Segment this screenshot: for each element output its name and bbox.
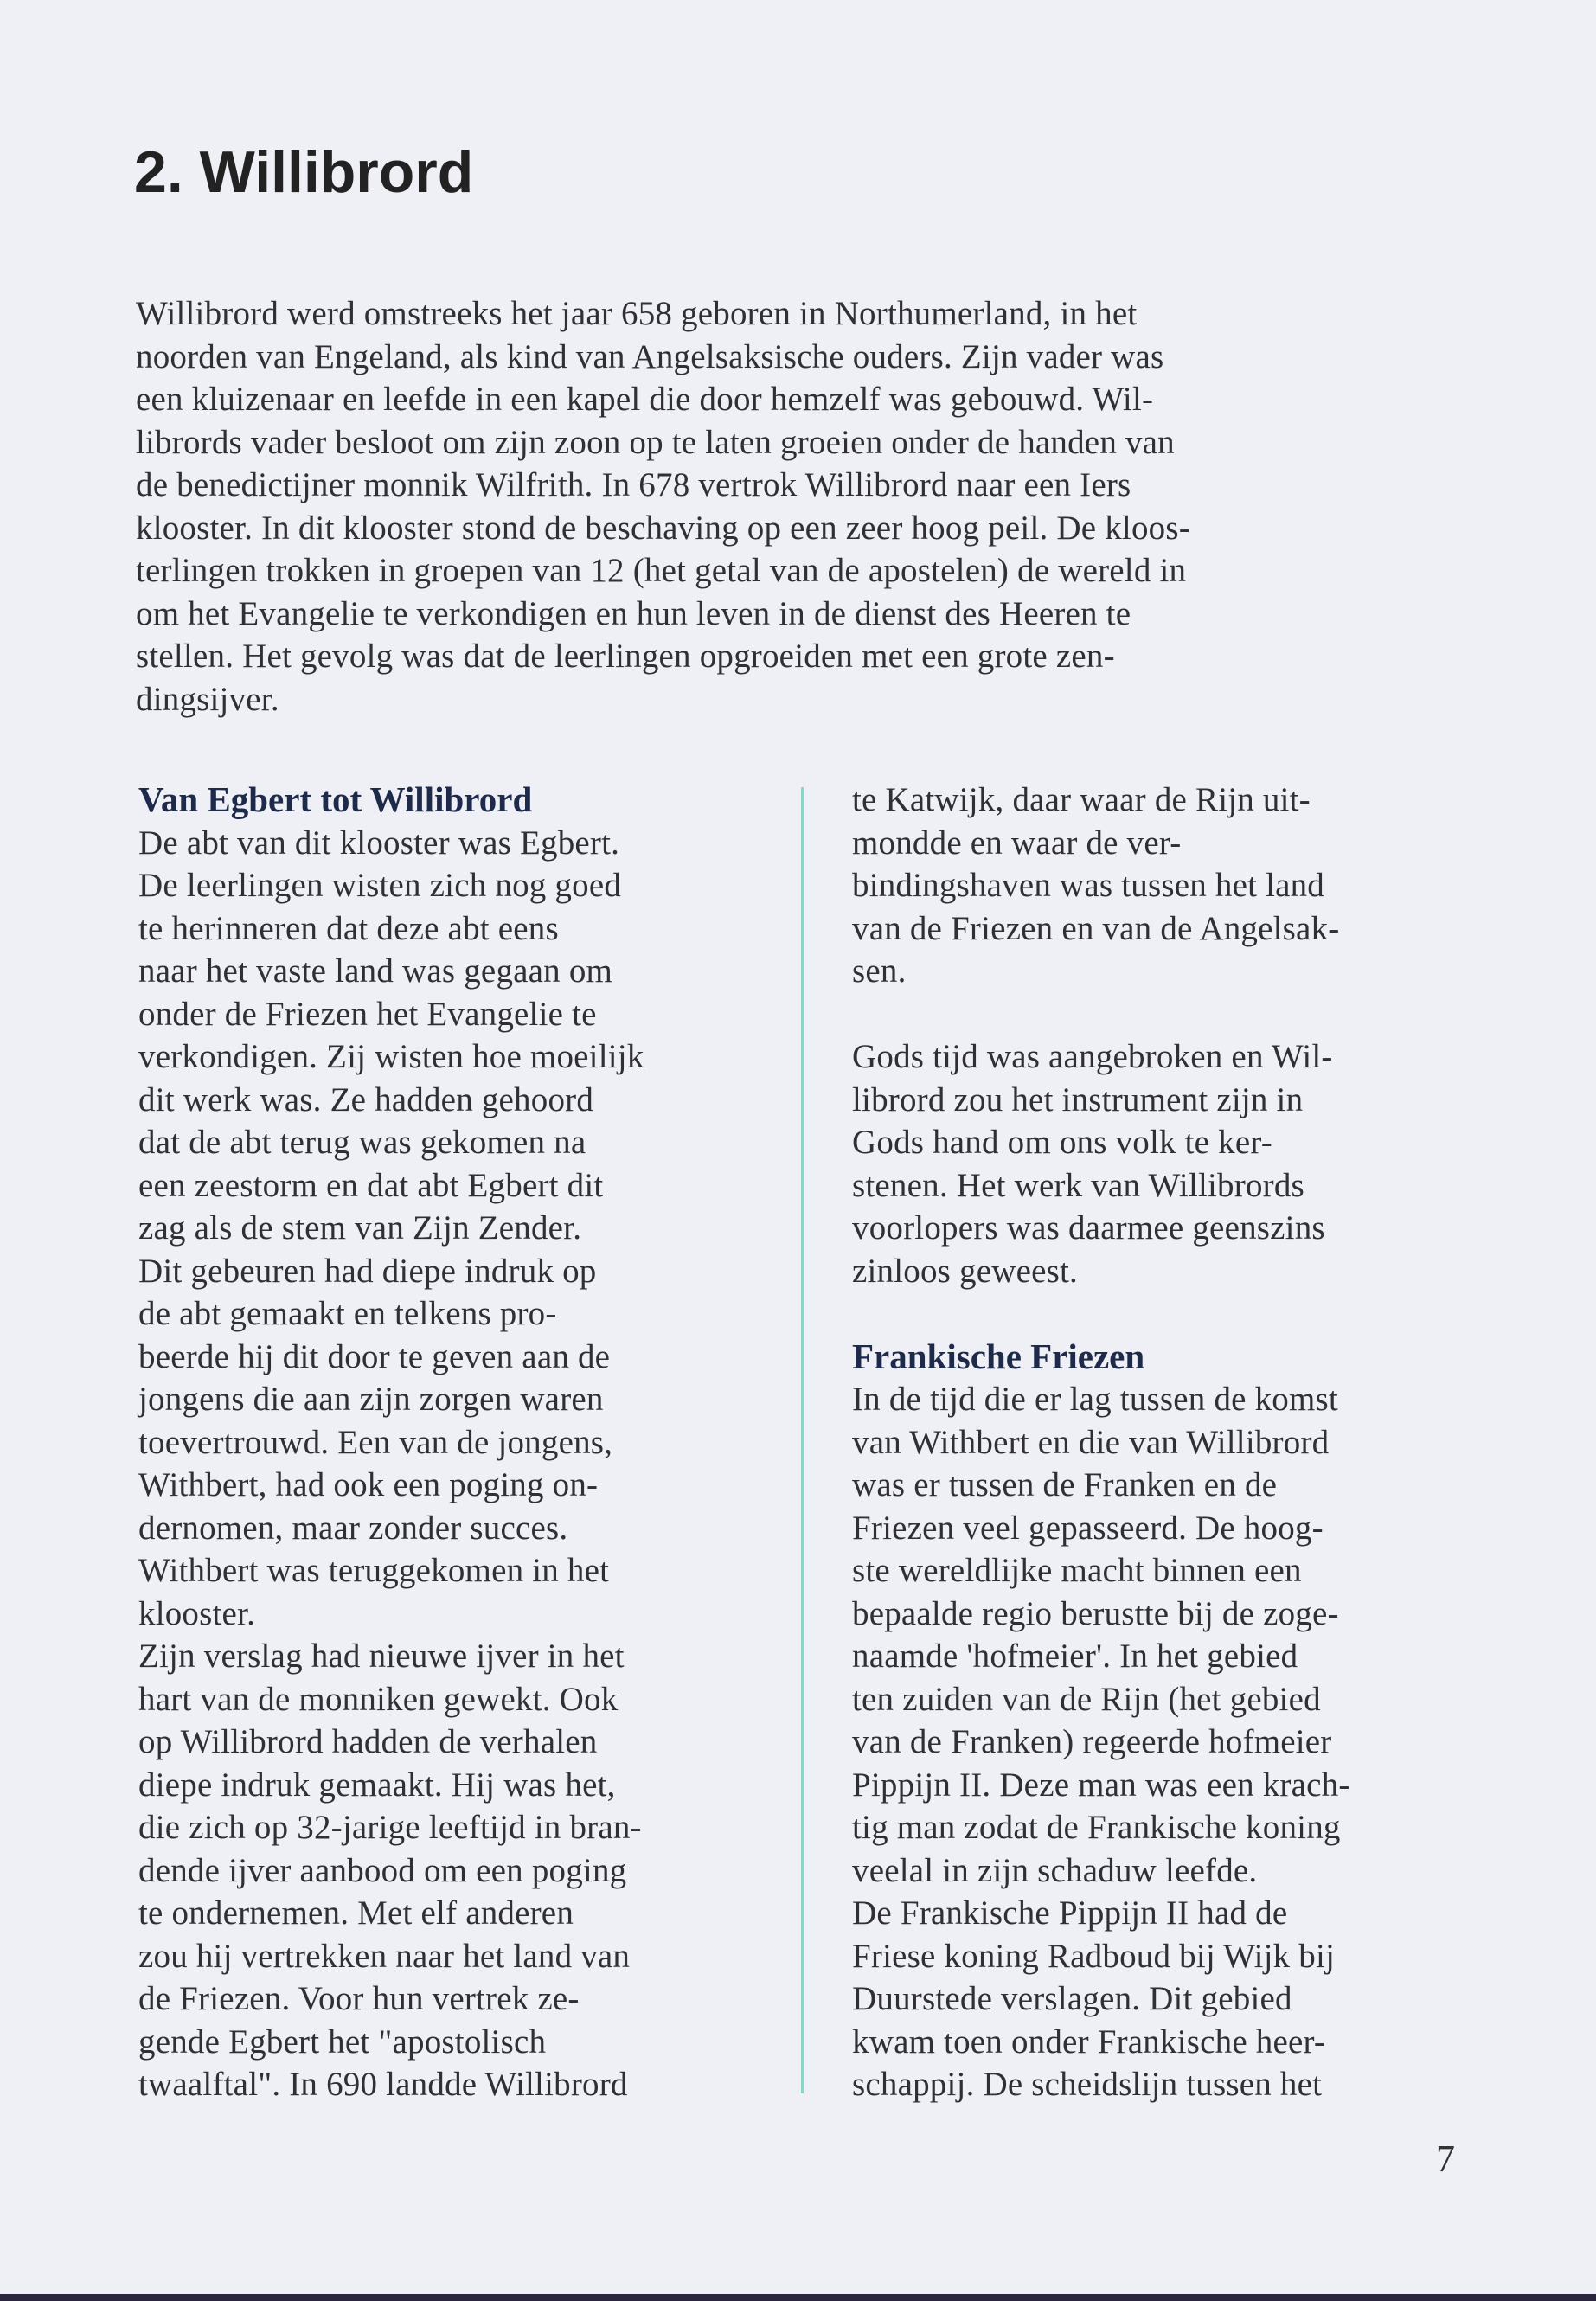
text-line: van de Friezen en van de Angelsak-: [852, 909, 1340, 947]
text-line: stellen. Het gevolg was dat de leerlingen opgroeiden met een grote zen-: [136, 638, 1115, 675]
text-line: toevertrouwd. Een van de jongens,: [138, 1423, 613, 1461]
text-line: te ondernemen. Met elf anderen: [138, 1894, 574, 1932]
page-title: 2. Willibrord: [134, 139, 474, 205]
text-line: gende Egbert het "apostolisch: [138, 2022, 547, 2061]
right-column: [852, 779, 1509, 2106]
text-line: te Katwijk, daar waar de Rijn uit-: [852, 781, 1311, 818]
text-line: twaalftal". In 690 landde Willibrord: [138, 2066, 628, 2103]
section-heading-frankische-friezen: Frankische Friezen: [852, 1336, 1145, 1376]
text-line: ste wereldlijke macht binnen een: [852, 1552, 1302, 1589]
text-line: Withbert, had ook een poging on-: [138, 1466, 599, 1503]
text-line: Duurstede verslagen. Dit gebied: [852, 1980, 1292, 2017]
text-line: klooster. In dit klooster stond de beschaving op een zeer hoog peil. De kloos-: [136, 509, 1190, 547]
text-line: hart van de monniken gewekt. Ook: [138, 1680, 619, 1718]
page-number: 7: [1436, 2138, 1455, 2180]
text-line: Dit gebeuren had diepe indruk op: [138, 1252, 597, 1290]
text-line: te herinneren dat deze abt eens: [138, 909, 559, 947]
text-line: Friezen veel gepasseerd. De hoog-: [852, 1509, 1324, 1547]
right-paragraph-1: [852, 779, 1509, 993]
text-line: ten zuiden van de Rijn (het gebied: [852, 1680, 1321, 1718]
text-line: De Frankische Pippijn II had de: [852, 1894, 1288, 1932]
column-divider: [801, 787, 804, 2093]
text-line: naar het vaste land was gegaan om: [138, 952, 613, 990]
text-line: diepe indruk gemaakt. Hij was het,: [138, 1766, 616, 1804]
text-line: dat de abt terug was gekomen na: [138, 1124, 586, 1161]
text-line: veelal in zijn schaduw leefde.: [852, 1851, 1258, 1889]
text-line: dernomen, maar zonder succes.: [138, 1509, 568, 1547]
text-line: librords vader besloot om zijn zoon op te laten groeien onder de handen van: [136, 423, 1175, 461]
text-line: zinloos geweest.: [852, 1252, 1078, 1290]
text-line: verkondigen. Zij wisten hoe moeilijk: [138, 1038, 644, 1075]
text-line: jongens die aan zijn zorgen waren: [138, 1381, 604, 1418]
text-line: zag als de stem van Zijn Zender.: [138, 1209, 582, 1247]
text-line: dingsijver.: [136, 680, 279, 718]
text-line: Willibrord werd omstreeks het jaar 658 geboren in Northumerland, in het: [136, 295, 1138, 332]
bottom-edge: [0, 2294, 1596, 2301]
text-line: zou hij vertrekken naar het land van: [138, 1937, 631, 1975]
text-line: De abt van dit klooster was Egbert.: [138, 824, 620, 862]
text-line: een kluizenaar en leefde in een kapel die door hemzelf was gebouwd. Wil-: [136, 381, 1154, 418]
text-line: de benedictijner monnik Wilfrith. In 678 vertrok Willibrord naar een Iers: [136, 466, 1131, 503]
text-line: bindingshaven was tussen het land: [852, 867, 1325, 904]
left-column-text: [138, 822, 796, 2106]
text-line: bepaalde regio berustte bij de zoge-: [852, 1594, 1339, 1632]
left-column: [138, 779, 796, 2106]
text-line: noorden van Engeland, als kind van Angelsaksische ouders. Zijn vader was: [136, 337, 1164, 375]
text-line: beerde hij dit door te geven aan de: [138, 1337, 611, 1375]
text-line: mondde en waar de ver-: [852, 824, 1182, 862]
text-line: op Willibrord hadden de verhalen: [138, 1723, 598, 1760]
text-line: de Friezen. Voor hun vertrek ze-: [138, 1980, 580, 2017]
text-line: de abt gemaakt en telkens pro-: [138, 1295, 557, 1332]
text-line: een zeestorm en dat abt Egbert dit: [138, 1166, 604, 1204]
text-line: was er tussen de Franken en de: [852, 1466, 1278, 1503]
text-line: dit werk was. Ze hadden gehoord: [138, 1080, 594, 1118]
text-line: Gods tijd was aangebroken en Wil-: [852, 1038, 1333, 1075]
text-line: stenen. Het werk van Willibrords: [852, 1166, 1304, 1204]
text-line: van de Franken) regeerde hofmeier: [852, 1723, 1332, 1760]
text-line: Withbert was teruggekomen in het: [138, 1552, 610, 1589]
text-line: sen.: [852, 952, 907, 990]
text-line: onder de Friezen het Evangelie te: [138, 995, 597, 1033]
intro-paragraph: [136, 292, 1485, 721]
text-line: van Withbert en die van Willibrord: [852, 1423, 1330, 1461]
text-line: voorlopers was daarmee geenszins: [852, 1209, 1325, 1247]
text-line: klooster.: [138, 1594, 256, 1632]
text-line: Friese koning Radboud bij Wijk bij: [852, 1937, 1336, 1975]
text-line: kwam toen onder Frankische heer-: [852, 2022, 1326, 2061]
right-paragraph-2: [852, 1035, 1509, 1292]
text-line: schappij. De scheidslijn tussen het: [852, 2066, 1323, 2103]
text-line: Zijn verslag had nieuwe ijver in het: [138, 1638, 625, 1675]
text-line: Gods hand om ons volk te ker-: [852, 1124, 1272, 1161]
text-line: dende ijver aanbood om een poging: [138, 1851, 627, 1889]
text-line: terlingen trokken in groepen van 12 (het getal van de apostelen) de wereld in: [136, 552, 1187, 589]
text-line: librord zou het instrument zijn in: [852, 1080, 1304, 1118]
text-line: die zich op 32-jarige leeftijd in bran-: [138, 1809, 642, 1846]
section-heading-van-egbert: Van Egbert tot Willibrord: [138, 779, 533, 819]
text-line: om het Evangelie te verkondigen en hun leven in de dienst des Heeren te: [136, 594, 1131, 632]
text-line: In de tijd die er lag tussen de komst: [852, 1381, 1338, 1418]
text-line: De leerlingen wisten zich nog goed: [138, 867, 622, 904]
text-line: naamde 'hofmeier'. In het gebied: [852, 1638, 1298, 1675]
right-paragraph-3: [852, 1378, 1509, 2106]
text-line: Pippijn II. Deze man was een krach-: [852, 1766, 1350, 1804]
text-line: tig man zodat de Frankische koning: [852, 1809, 1341, 1846]
